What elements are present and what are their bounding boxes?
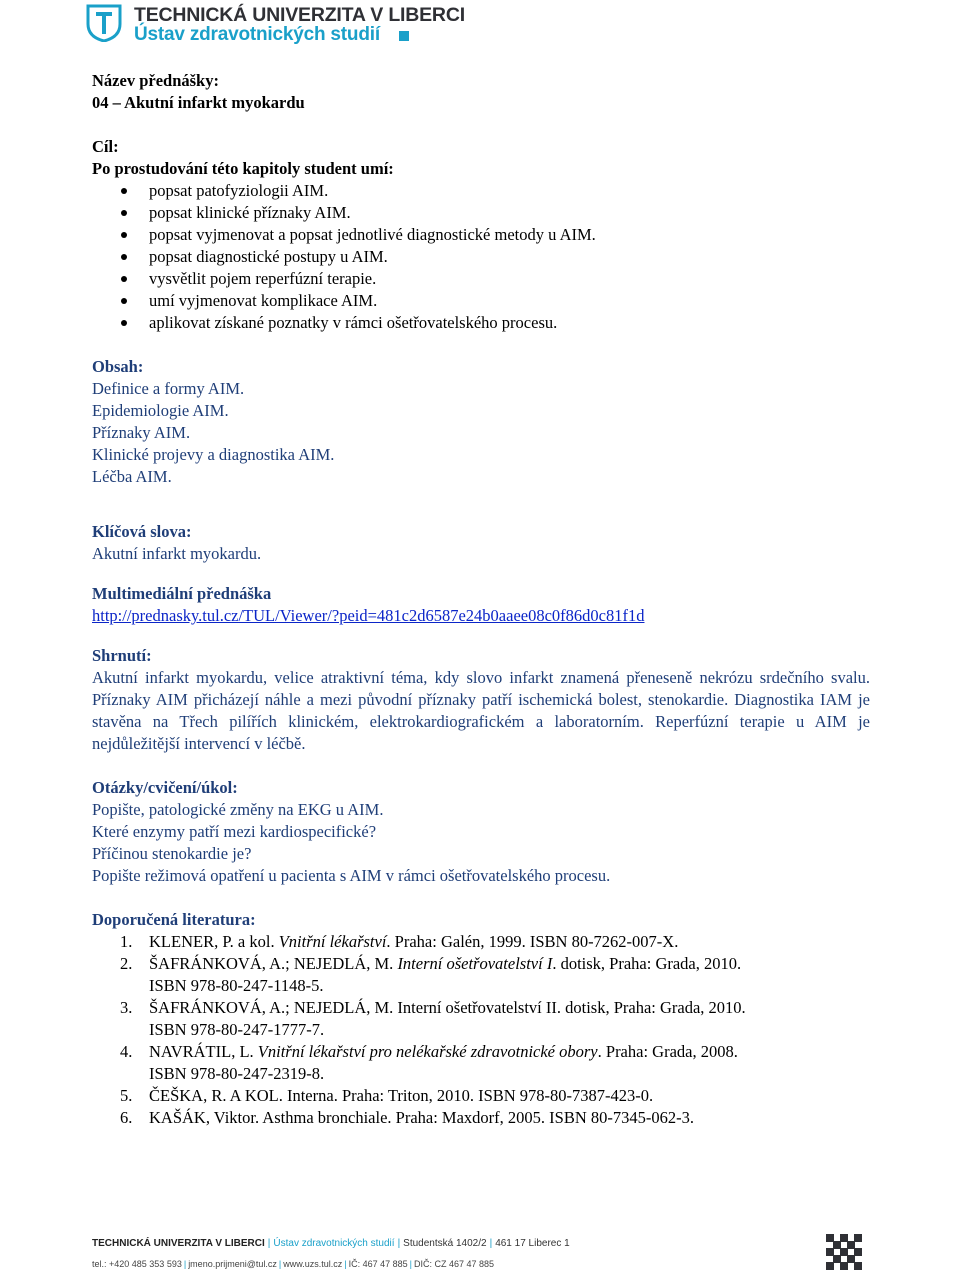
literature-line <box>149 1019 870 1041</box>
literature-line <box>149 1085 870 1107</box>
list-item: popsat klinické příznaky AIM. <box>92 202 870 224</box>
university-name: TECHNICKÁ UNIVERZITA V LIBERCI <box>134 4 465 26</box>
footer-web[interactable]: www.uzs.tul.cz <box>283 1259 343 1269</box>
faculty-name: Ústav zdravotnických studií <box>134 24 380 45</box>
keywords-text: Akutní infarkt myokardu. <box>92 544 262 563</box>
footer-faculty: Ústav zdravotnických studií <box>273 1238 395 1249</box>
literature-label: Doporučená literatura: <box>92 910 256 929</box>
literature-number: 6. <box>120 1108 133 1127</box>
lecture-label: Název přednášky: <box>92 71 219 90</box>
keywords-label: Klíčová slova: <box>92 522 192 541</box>
footer-line-2: tel.: +420 485 353 593 | jmeno.prijmeni@tul.cz | www.uzs.tul.cz | IČ: 467 47 885 | DIČ: CZ 467 47 885 <box>92 1259 494 1269</box>
list-item: umí vyjmenovat komplikace AIM. <box>92 290 870 312</box>
tul-grid-logo-icon <box>826 1234 862 1270</box>
literature-item <box>92 997 870 1041</box>
literature-line <box>149 931 870 953</box>
contents-item: Klinické projevy a diagnostika AIM. <box>92 445 335 464</box>
literature-text: ISBN 978-80-247-1777-7. <box>149 1020 325 1039</box>
literature-text: . Praha: Galén, 1999. ISBN 80-7262-007-X. <box>386 932 679 951</box>
literature-number: 1. <box>120 932 133 951</box>
multimedia-label: Multimediální přednáška <box>92 584 272 603</box>
literature-item <box>92 1107 870 1129</box>
question-item: Které enzymy patří mezi kardiospecifické? <box>92 822 377 841</box>
footer-ic: IČ: 467 47 885 <box>348 1259 408 1269</box>
footer-phone: tel.: +420 485 353 593 <box>92 1259 182 1269</box>
tul-logo-icon <box>86 4 122 42</box>
literature-text: KAŠÁK, Viktor. Asthma bronchiale. Praha: Maxdorf, 2005. ISBN 80-7345-062-3. <box>149 1108 694 1127</box>
literature-item <box>92 953 870 997</box>
goal-label: Cíl: <box>92 137 119 156</box>
literature-text: ISBN 978-80-247-1148-5. <box>149 976 324 995</box>
literature-item <box>92 931 870 953</box>
literature-number: 5. <box>120 1086 133 1105</box>
page-footer <box>92 1228 870 1273</box>
contents-item: Epidemiologie AIM. <box>92 401 229 420</box>
literature-text: . Praha: Grada, 2008. <box>597 1042 738 1061</box>
literature-text: . dotisk, Praha: Grada, 2010. <box>552 954 742 973</box>
literature-line <box>149 1107 870 1129</box>
footer-email[interactable]: jmeno.prijmeni@tul.cz <box>188 1259 277 1269</box>
literature-text: ISBN 978-80-247-2319-8. <box>149 1064 325 1083</box>
brand-square <box>399 31 409 41</box>
goal-list <box>92 180 870 334</box>
literature-list <box>92 931 870 1129</box>
footer-address: Studentská 1402/2 <box>403 1238 487 1249</box>
literature-text: NAVRÁTIL, L. <box>149 1042 258 1061</box>
list-item: popsat diagnostické postupy u AIM. <box>92 246 870 268</box>
footer-university: TECHNICKÁ UNIVERZITA V LIBERCI <box>92 1238 265 1249</box>
lecture-content <box>92 70 870 1129</box>
literature-line <box>149 953 870 975</box>
goal-intro: Po prostudování této kapitoly student umí: <box>92 159 394 178</box>
contents-item: Definice a formy AIM. <box>92 379 245 398</box>
summary-label: Shrnutí: <box>92 646 152 665</box>
literature-line <box>149 1063 870 1085</box>
literature-item <box>92 1085 870 1107</box>
literature-item <box>92 1041 870 1085</box>
question-item: Příčinou stenokardie je? <box>92 844 252 863</box>
lecture-title: 04 – Akutní infarkt myokardu <box>92 93 305 112</box>
question-item: Popište režimová opatření u pacienta s AIM v rámci ošetřovatelského procesu. <box>92 866 611 885</box>
literature-text: ŠAFRÁNKOVÁ, A.; NEJEDLÁ, M. Interní ošetřovatelství II. dotisk, Praha: Grada, 2010. <box>149 998 746 1017</box>
list-item: aplikovat získané poznatky v rámci ošetřovatelského procesu. <box>92 312 870 334</box>
multimedia-link[interactable]: http://prednasky.tul.cz/TUL/Viewer/?peid=481c2d6587e24b0aaee08c0f86d0c81f1d <box>92 606 645 625</box>
summary-text: Akutní infarkt myokardu, velice atraktivní téma, kdy slovo infarkt znamená přeneseně nekrózu srdečního svalu. Příznaky AIM přicházejí náhle a mezi původní příznaky patří ischemická bolest, stenokardie. Diagnostika IAM je stavěna na Třech pilířích klinickém, elektrokardiografickém a laboratorním. Reperfúzní terapie u AIM je nejdůležitější intervencí v léčbě. <box>92 668 870 753</box>
contents-label: Obsah: <box>92 357 144 376</box>
footer-line-1: TECHNICKÁ UNIVERZITA V LIBERCI | Ústav zdravotnických studií | Studentská 1402/2 | 461 17 Liberec 1 <box>92 1238 570 1249</box>
literature-line <box>149 975 870 997</box>
literature-text: Interní ošetřovatelství I <box>397 954 553 973</box>
question-item: Popište, patologické změny na EKG u AIM. <box>92 800 384 819</box>
literature-number: 3. <box>120 998 133 1017</box>
footer-city: 461 17 Liberec 1 <box>495 1238 570 1249</box>
literature-text: Vnitřní lékařství <box>278 932 387 951</box>
footer-dic: DIČ: CZ 467 47 885 <box>413 1259 494 1269</box>
literature-text: ŠAFRÁNKOVÁ, A.; NEJEDLÁ, M. <box>149 954 398 973</box>
questions-label: Otázky/cvičení/úkol: <box>92 778 238 797</box>
page-header <box>86 4 465 48</box>
list-item: popsat vyjmenovat a popsat jednotlivé diagnostické metody u AIM. <box>92 224 870 246</box>
literature-number: 2. <box>120 954 133 973</box>
literature-line <box>149 997 870 1019</box>
literature-text: KLENER, P. a kol. <box>149 932 279 951</box>
contents-item: Léčba AIM. <box>92 467 172 486</box>
literature-number: 4. <box>120 1042 133 1061</box>
list-item: vysvětlit pojem reperfúzní terapie. <box>92 268 870 290</box>
contents-item: Příznaky AIM. <box>92 423 191 442</box>
literature-text: Vnitřní lékařství pro nelékařské zdravotnické obory <box>257 1042 598 1061</box>
literature-text: ČEŠKA, R. A KOL. Interna. Praha: Triton, 2010. ISBN 978-80-7387-423-0. <box>149 1086 654 1105</box>
list-item: popsat patofyziologii AIM. <box>92 180 870 202</box>
literature-line <box>149 1041 870 1063</box>
